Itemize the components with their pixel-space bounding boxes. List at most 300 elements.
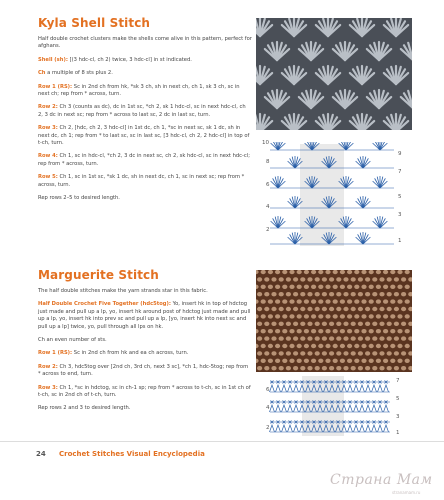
yarn-knot [264,307,269,311]
yarn-knot [279,307,284,311]
row-text: Ch 1, sc in hdc-cl, *ch 2, 3 dc in next sc, ch 2, sk hdc-cl, sc in next hdc-cl; rep from * across, turn. [38,153,250,167]
yarn-knot [376,314,381,318]
yarn-knot [394,307,399,311]
yarn-knot [365,336,370,340]
yarn-knot [397,329,402,333]
row-label: Row 1 (RS): [38,350,73,357]
row-label: Row 4: [38,153,58,160]
stitch-symbol [282,405,287,412]
yarn-knot [401,366,406,370]
yarn-knot [322,277,327,281]
row-text: Ch 3, hdc5tog over [2nd ch, 3rd ch, next 3 sc], *ch 1, hdc-5tog; rep from * across to end, turn. [38,363,249,378]
row-label: Row 2: [38,104,58,111]
yarn-knot [343,336,348,340]
yarn-knot [318,359,323,363]
yarn-knot [286,366,291,370]
yarn-knot [365,292,370,296]
yarn-knot [336,351,341,355]
yarn-knot [347,329,352,333]
yarn-knot [361,299,366,303]
marguerite-stitch-diagram [256,374,412,438]
yarn-knot [297,285,302,289]
yarn-knot [358,322,363,326]
yarn-knot [351,366,356,370]
yarn-knot [365,307,370,311]
yarn-knot [325,285,330,289]
yarn-knot [405,270,410,274]
yarn-knot [293,277,298,281]
yarn-knot [336,336,341,340]
yarn-knot [361,314,366,318]
yarn-knot [401,322,406,326]
yarn-knot [372,277,377,281]
yarn-knot [268,314,273,318]
marguerite-row-2 [38,364,252,379]
yarn-knot [329,307,334,311]
yarn-knot [282,329,287,333]
yarn-knot [257,322,262,326]
yarn-knot [325,314,330,318]
yarn-knot [333,359,338,363]
yarn-knot [394,351,399,355]
yarn-knot [257,307,262,311]
yarn-knot [340,344,345,348]
yarn-knot [286,307,291,311]
yarn-knot [325,270,330,274]
yarn-knot [307,366,312,370]
stitch-symbol [270,405,275,412]
yarn-knot [383,285,388,289]
yarn-knot [325,329,330,333]
yarn-knot [397,344,402,348]
yarn-knot [383,270,388,274]
marguerite-swatch-photo [256,270,412,372]
yarn-knot [405,359,410,363]
yarn-knot [387,336,392,340]
yarn-knot [264,336,269,340]
yarn-knot [401,336,406,340]
yarn-knot [387,292,392,296]
yarn-knot [257,292,262,296]
yarn-knot [376,270,381,274]
yarn-knot [307,307,312,311]
yarn-knot [304,359,309,363]
yarn-knot [358,292,363,296]
yarn-knot [351,307,356,311]
yarn-knot [325,359,330,363]
watermark-logo: Страна Мам [330,472,433,488]
yarn-knot [297,359,302,363]
stitch-symbol [288,405,293,412]
yarn-knot [347,344,352,348]
yarn-knot [297,314,302,318]
kyla-row-3 [38,125,252,147]
yarn-knot [322,336,327,340]
diagram-row-number: 6 [266,387,270,393]
yarn-knot [300,336,305,340]
yarn-knot [286,292,291,296]
marguerite-row-1 [38,350,252,357]
yarn-knot [347,314,352,318]
stitch-symbol [372,405,377,412]
yarn-knot [401,351,406,355]
yarn-knot [333,285,338,289]
yarn-knot [329,351,334,355]
stitch-symbol [276,385,281,392]
yarn-knot [383,344,388,348]
yarn-knot [376,344,381,348]
yarn-knot [304,329,309,333]
diagram-row-number: 2 [266,425,270,431]
stitch-symbol [378,425,383,432]
yarn-knot [289,270,294,274]
yarn-knot [289,299,294,303]
hdc5tog-label: Half Double Crochet Five Together (hdc5tog): [38,301,171,308]
kyla-chain [38,70,252,77]
yarn-knot [379,322,384,326]
yarn-knot [257,366,262,370]
diagram-row-number: 5 [398,194,402,200]
yarn-knot [361,344,366,348]
yarn-knot [358,351,363,355]
diagram-row-number: 3 [396,414,400,420]
yarn-knot [315,307,320,311]
yarn-knot [347,270,352,274]
yarn-knot [376,299,381,303]
yarn-knot [268,329,273,333]
yarn-knot [390,285,395,289]
yarn-knot [293,322,298,326]
yarn-knot [397,314,402,318]
yarn-knot [271,322,276,326]
stitch-symbol [348,385,353,392]
kyla-swatch-image [256,18,412,130]
yarn-knot [390,329,395,333]
yarn-knot [318,299,323,303]
stitch-symbol [384,425,389,432]
row-text: Ch 2, [hdc, ch 2, 3 hdc-cl] in 1st dc, ch 1, *sc in next sc, sk 1 dc, sh in next dc, ch 1; rep from * to last sc, sc in last sc, [3 hdc-cl, ch 2, 2 hdc-cl] in top of t-ch, turn. [38,125,250,147]
yarn-knot [369,329,374,333]
yarn-knot [354,285,359,289]
yarn-knot [297,299,302,303]
yarn-knot [261,359,266,363]
yarn-knot [387,307,392,311]
stitch-symbol [348,425,353,432]
yarn-knot [354,270,359,274]
row-text: Sc in 2nd ch from hk and ea ch across, turn. [73,350,189,357]
yarn-knot [369,344,374,348]
yarn-knot [336,277,341,281]
yarn-knot [340,270,345,274]
yarn-knot [271,307,276,311]
stitch-symbol [276,425,281,432]
stitch-symbol [366,405,371,412]
yarn-knot [279,351,284,355]
yarn-knot [261,314,266,318]
row-label: Row 1 (RS): [38,83,73,90]
yarn-knot [322,292,327,296]
yarn-knot [343,366,348,370]
yarn-knot [343,307,348,311]
stitch-symbol [294,385,299,392]
yarn-knot [318,314,323,318]
shell-text: [(3 hdc-cl, ch 2) twice, 3 hdc-cl] in st indicated. [69,56,192,63]
yarn-knot [300,366,305,370]
ch-label: Ch [38,70,46,77]
yarn-knot [264,277,269,281]
yarn-knot [307,336,312,340]
hdc5tog-text: Yo, insert hk in top of hdctog just made and pull up a lp, yo, insert hk around post of hdctog just made and pull up a lp, yo, insert hk into prev sc and pull up a lp, [yo, insert hk into next sc and pull up a lp] twice, yo, pull through all lps on hk. [38,301,251,330]
stitch-symbol [384,405,389,412]
yarn-knot [279,366,284,370]
yarn-knot [358,336,363,340]
row-label: Row 3: [38,384,58,391]
yarn-knot [405,344,410,348]
yarn-knot [376,359,381,363]
stitch-symbol [294,405,299,412]
yarn-knot [318,329,323,333]
diagram-row-number: 7 [398,169,402,175]
yarn-knot [297,270,302,274]
yarn-knot [329,277,334,281]
yarn-knot [300,351,305,355]
yarn-knot [383,359,388,363]
stitch-symbol [288,425,293,432]
stitch-symbol [270,425,275,432]
marguerite-title: Marguerite Stitch [38,268,159,282]
yarn-knot [268,285,273,289]
watermark-url: stranamam.ru [392,490,421,495]
yarn-knot [376,285,381,289]
yarn-knot [282,359,287,363]
diagram-row-number: 8 [266,159,270,165]
diagram-row-number: 4 [266,405,270,411]
yarn-knot [369,314,374,318]
yarn-knot [336,307,341,311]
yarn-knot [275,329,280,333]
yarn-knot [268,359,273,363]
kyla-section [38,16,252,209]
marguerite-section [38,268,252,419]
yarn-knot [286,351,291,355]
yarn-knot [372,292,377,296]
yarn-knot [268,344,273,348]
stitch-symbol [282,385,287,392]
yarn-knot [397,270,402,274]
yarn-knot [289,344,294,348]
yarn-knot [333,270,338,274]
yarn-knot [336,366,341,370]
yarn-knot [340,359,345,363]
kyla-row-2 [38,104,252,119]
yarn-knot [333,299,338,303]
yarn-knot [311,314,316,318]
yarn-knot [282,299,287,303]
yarn-knot [372,351,377,355]
yarn-knot [311,344,316,348]
ch-text: a multiple of 8 sts plus 2. [47,70,113,77]
yarn-knot [333,314,338,318]
yarn-knot [315,292,320,296]
book-title: Crochet Stitches Visual Encyclopedia [59,450,205,458]
yarn-knot [286,336,291,340]
yarn-knot [390,344,395,348]
yarn-knot [336,292,341,296]
yarn-knot [354,344,359,348]
stitch-symbol [378,385,383,392]
kyla-intro: Half double crochet clusters make the shells come alive in this pattern, perfect for afghans. [38,36,252,50]
stitch-symbol [288,385,293,392]
yarn-knot [361,329,366,333]
yarn-knot [304,344,309,348]
yarn-knot [257,277,262,281]
yarn-knot [275,299,280,303]
marguerite-row-3 [38,385,252,400]
yarn-knot [401,277,406,281]
yarn-knot [383,314,388,318]
yarn-knot [372,307,377,311]
stitch-symbol [372,385,377,392]
diagram-row-number: 9 [398,151,402,157]
yarn-knot [379,307,384,311]
yarn-knot [297,329,302,333]
yarn-knot [376,329,381,333]
yarn-knot [279,336,284,340]
diagram-row-number: 10 [262,140,269,146]
yarn-knot [333,344,338,348]
yarn-knot [325,299,330,303]
yarn-knot [329,322,334,326]
yarn-knot [271,336,276,340]
kyla-row-5 [38,174,252,189]
stitch-symbol [276,405,281,412]
yarn-knot [304,270,309,274]
yarn-knot [264,292,269,296]
diagram-row-number: 1 [398,238,402,244]
yarn-knot [307,351,312,355]
yarn-knot [315,366,320,370]
yarn-knot [315,322,320,326]
yarn-knot [282,344,287,348]
yarn-knot [297,344,302,348]
yarn-knot [354,329,359,333]
yarn-knot [264,366,269,370]
kyla-shell-def [38,57,252,64]
yarn-knot [275,359,280,363]
yarn-knot [365,277,370,281]
yarn-knot [261,299,266,303]
yarn-knot [372,322,377,326]
kyla-title: Kyla Shell Stitch [38,16,151,30]
yarn-knot [340,285,345,289]
yarn-knot [304,299,309,303]
stitch-symbol [366,425,371,432]
yarn-knot [365,366,370,370]
yarn-knot [289,329,294,333]
diagram-row-number: 7 [396,378,400,384]
yarn-knot [289,285,294,289]
yarn-knot [279,322,284,326]
yarn-knot [261,285,266,289]
yarn-knot [369,285,374,289]
row-text: Ch 1, sc in 1st sc, *sk 1 dc, sh in next dc, ch 1, sc in next sc; rep from * across, turn. [38,174,245,188]
row-text: Sc in 2nd ch from hk, *sk 3 ch, sh in next ch, ch 1, sk 3 ch, sc in next ch; rep from * across, turn. [38,83,240,98]
yarn-knot [315,277,320,281]
yarn-knot [390,314,395,318]
yarn-knot [394,322,399,326]
yarn-knot [394,277,399,281]
yarn-knot [322,366,327,370]
yarn-knot [405,314,410,318]
yarn-knot [275,344,280,348]
diagram-row-number: 5 [396,396,400,402]
yarn-knot [289,359,294,363]
kyla-diagram-svg [256,142,412,250]
yarn-knot [354,314,359,318]
yarn-knot [325,344,330,348]
yarn-knot [394,292,399,296]
yarn-knot [315,351,320,355]
yarn-knot [354,299,359,303]
yarn-knot [318,270,323,274]
marguerite-diagram-svg [256,374,412,438]
yarn-knot [329,336,334,340]
yarn-knot [379,292,384,296]
yarn-knot [405,285,410,289]
stitch-symbol [360,385,365,392]
stitch-symbol [378,405,383,412]
row-label: Row 2: [38,363,58,370]
yarn-knot [397,285,402,289]
stitch-symbol [348,405,353,412]
yarn-knot [401,307,406,311]
yarn-knot [275,314,280,318]
yarn-knot [394,366,399,370]
yarn-knot [293,336,298,340]
row-label: Row 3: [38,125,58,132]
yarn-knot [279,277,284,281]
yarn-knot [322,307,327,311]
yarn-knot [275,270,280,274]
yarn-knot [268,299,273,303]
diagram-row-number: 6 [266,182,270,188]
yarn-knot [369,270,374,274]
marguerite-chain: Ch an even number of sts. [38,337,107,344]
yarn-knot [340,329,345,333]
yarn-knot [300,307,305,311]
yarn-knot [311,285,316,289]
stitch-symbol [360,405,365,412]
yarn-knot [300,277,305,281]
yarn-knot [257,351,262,355]
page-number: 24 [36,450,46,458]
yarn-knot [264,351,269,355]
yarn-knot [354,359,359,363]
yarn-knot [311,329,316,333]
yarn-knot [329,366,334,370]
yarn-knot [343,322,348,326]
row-text: Ch 1, *sc in hdctog, sc in ch-1 sp; rep from * across to t-ch, sc in 1st ch of t-ch, sc in 2nd ch of t-ch, turn. [38,384,251,399]
yarn-knot [315,336,320,340]
yarn-knot [405,299,410,303]
yarn-knot [275,285,280,289]
yarn-knot [286,322,291,326]
diagram-row-number: 4 [266,204,270,210]
yarn-knot [282,270,287,274]
yarn-knot [383,329,388,333]
yarn-knot [271,277,276,281]
yarn-knot [311,270,316,274]
